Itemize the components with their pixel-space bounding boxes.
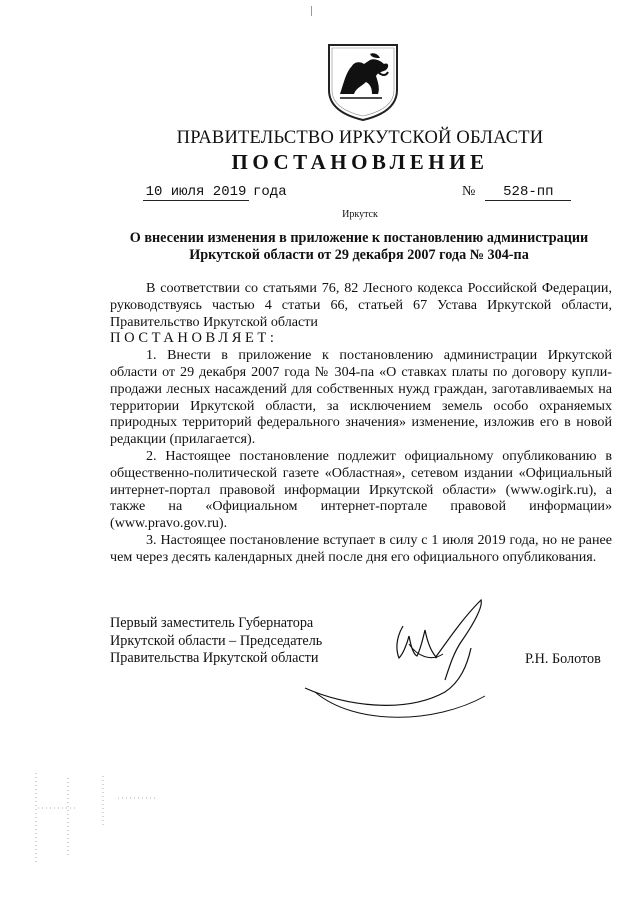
handwritten-signature-icon xyxy=(285,596,505,726)
preamble-paragraph: В соответствии со статьями 76, 82 Лесного кодекса Российской Федерации, руководствуясь частью 4 статьи 66, статьей 67 Устава Иркутской области, Правительство Иркутской области xyxy=(110,280,612,330)
scan-tick-mark xyxy=(311,6,312,16)
scan-artifact-marks xyxy=(8,768,168,868)
document-number: 528-пп xyxy=(485,184,571,201)
date-suffix: года xyxy=(253,184,287,200)
item-1-paragraph: 1. Внести в приложение к постановлению администрации Иркутской области от 29 декабря 2007 года № 304-па «О ставках платы по договору купли-продажи лесных насаждений для собственных нужд граждан, заготавливаемых на территории Иркутской области, за исключением земель особо охраняемых природных территорий федерального значения» изменение, изложив его в новой редакции (прилагается). xyxy=(110,347,612,448)
number-field xyxy=(462,184,571,201)
government-title: ПРАВИТЕЛЬСТВО ИРКУТСКОЙ ОБЛАСТИ xyxy=(176,128,544,148)
number-sign: № xyxy=(462,184,476,199)
document-body xyxy=(110,280,612,566)
document-date: 10 июля 2019 xyxy=(143,184,249,201)
signer-name: Р.Н. Болотов xyxy=(525,651,601,667)
item-3-paragraph: 3. Настоящее постановление вступает в силу с 1 июля 2019 года, но не ранее чем через десять календарных дней после дня его официального опубликования. xyxy=(110,531,612,565)
city-name: Иркутск xyxy=(342,209,378,220)
position-line-2: Иркутской области – Председатель xyxy=(110,632,323,649)
irkutsk-coat-of-arms-icon xyxy=(326,42,400,122)
resolves-heading: ПОСТАНОВЛЯЕТ: xyxy=(110,330,278,347)
document-subject: О внесении изменения в приложение к постановлению администрации Иркутской области от 29 декабря 2007 года № 304-па xyxy=(129,230,589,263)
position-line-3: Правительства Иркутской области xyxy=(110,650,319,666)
position-line-1: Первый заместитель Губернатора xyxy=(110,615,314,631)
document-type: ПОСТАНОВЛЕНИЕ xyxy=(231,150,489,174)
item-2-paragraph: 2. Настоящее постановление подлежит официальному опубликованию в общественно-политической газете «Областная», сетевом издании «Официальный интернет-портал правовой информации Иркутской области» (www.ogirk.ru), а также на «Официальном интернет-портале правовой информации» (www.pravo.gov.ru). xyxy=(110,447,612,532)
date-field xyxy=(143,184,287,201)
